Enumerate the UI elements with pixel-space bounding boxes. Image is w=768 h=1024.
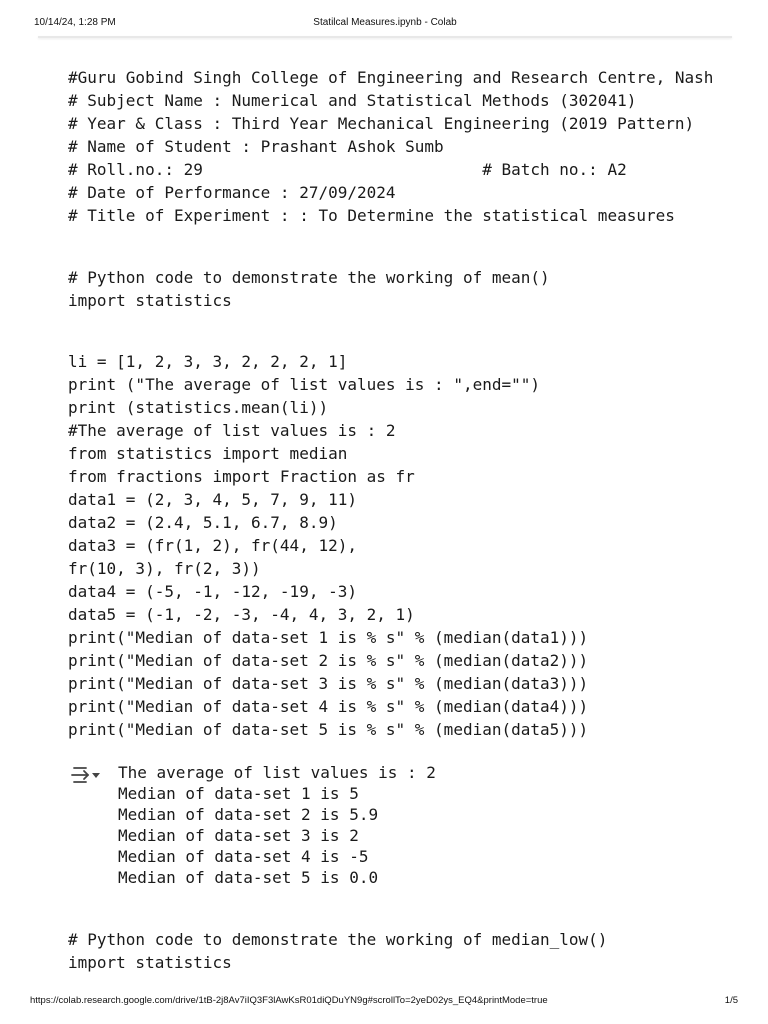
code-line: print("Median of data-set 4 is % s" % (median(data4))) (68, 697, 589, 716)
output-line: Median of data-set 2 is 5.9 (118, 805, 379, 824)
print-page-title: Statilcal Measures.ipynb - Colab (313, 17, 457, 28)
output-line: The average of list values is : 2 (118, 763, 436, 782)
code-cell-median-low[interactable] (68, 928, 734, 974)
code-line: print("Median of data-set 5 is % s" % (median(data5))) (68, 720, 589, 739)
code-line: data5 = (-1, -2, -3, -4, 4, 3, 2, 1) (68, 605, 415, 624)
code-line: data3 = (fr(1, 2), fr(44, 12), (68, 536, 357, 555)
output-line: Median of data-set 4 is -5 (118, 847, 369, 866)
code-line: data1 = (2, 3, 4, 5, 7, 9, 11) (68, 490, 357, 509)
code-cell-mean[interactable] (68, 266, 734, 312)
code-line: #The average of list values is : 2 (68, 421, 396, 440)
code-line: print (statistics.mean(li)) (68, 398, 329, 417)
code-line: # Name of Student : Prashant Ashok Sumb (68, 137, 444, 156)
code-cell-median[interactable] (68, 350, 734, 741)
output-line: Median of data-set 5 is 0.0 (118, 868, 379, 887)
print-footer (30, 995, 738, 1009)
output-line: Median of data-set 1 is 5 (118, 784, 359, 803)
print-header (34, 17, 736, 31)
code-line: #Guru Gobind Singh College of Engineering and Research Centre, Nash (68, 68, 714, 87)
code-line: print("Median of data-set 2 is % s" % (median(data2))) (68, 651, 589, 670)
code-line: # Python code to demonstrate the working of median_low() (68, 930, 608, 949)
code-line: print("Median of data-set 1 is % s" % (median(data1))) (68, 628, 589, 647)
code-line: # Python code to demonstrate the working of mean() (68, 268, 550, 287)
code-line: from fractions import Fraction as fr (68, 467, 415, 486)
code-line: # Date of Performance : 27/09/2024 (68, 183, 396, 202)
code-line: # Year & Class : Third Year Mechanical Engineering (2019 Pattern) (68, 114, 695, 133)
code-line: # Title of Experiment : : To Determine the statistical measures (68, 206, 675, 225)
output-text (118, 762, 436, 888)
code-line: # Roll.no.: 29 # Batch no.: A2 (68, 160, 627, 179)
code-line: from statistics import median (68, 444, 348, 463)
print-url: https://colab.research.google.com/drive/1tB-2j8Av7iIQ3F3lAwKsR01diQDuYN9g#scrollTo=2yeD02ys_EQ4&printMode=true (30, 995, 548, 1006)
page-number: 1/5 (724, 995, 738, 1006)
print-datetime: 10/14/24, 1:28 PM (34, 17, 116, 28)
code-line: print ("The average of list values is : ",end="") (68, 375, 541, 394)
code-line: data4 = (-5, -1, -12, -19, -3) (68, 582, 357, 601)
code-line: print("Median of data-set 3 is % s" % (median(data3))) (68, 674, 589, 693)
header-divider (38, 36, 732, 38)
code-line: li = [1, 2, 3, 3, 2, 2, 2, 1] (68, 352, 348, 371)
output-line: Median of data-set 3 is 2 (118, 826, 359, 845)
code-cell-header-comments[interactable] (68, 66, 734, 227)
code-line: fr(10, 3), fr(2, 3)) (68, 559, 261, 578)
code-line: # Subject Name : Numerical and Statistical Methods (302041) (68, 91, 637, 110)
output-collapse-icon[interactable] (68, 764, 104, 786)
code-line: import statistics (68, 291, 232, 310)
code-line: import statistics (68, 953, 232, 972)
code-line: data2 = (2.4, 5.1, 6.7, 8.9) (68, 513, 338, 532)
